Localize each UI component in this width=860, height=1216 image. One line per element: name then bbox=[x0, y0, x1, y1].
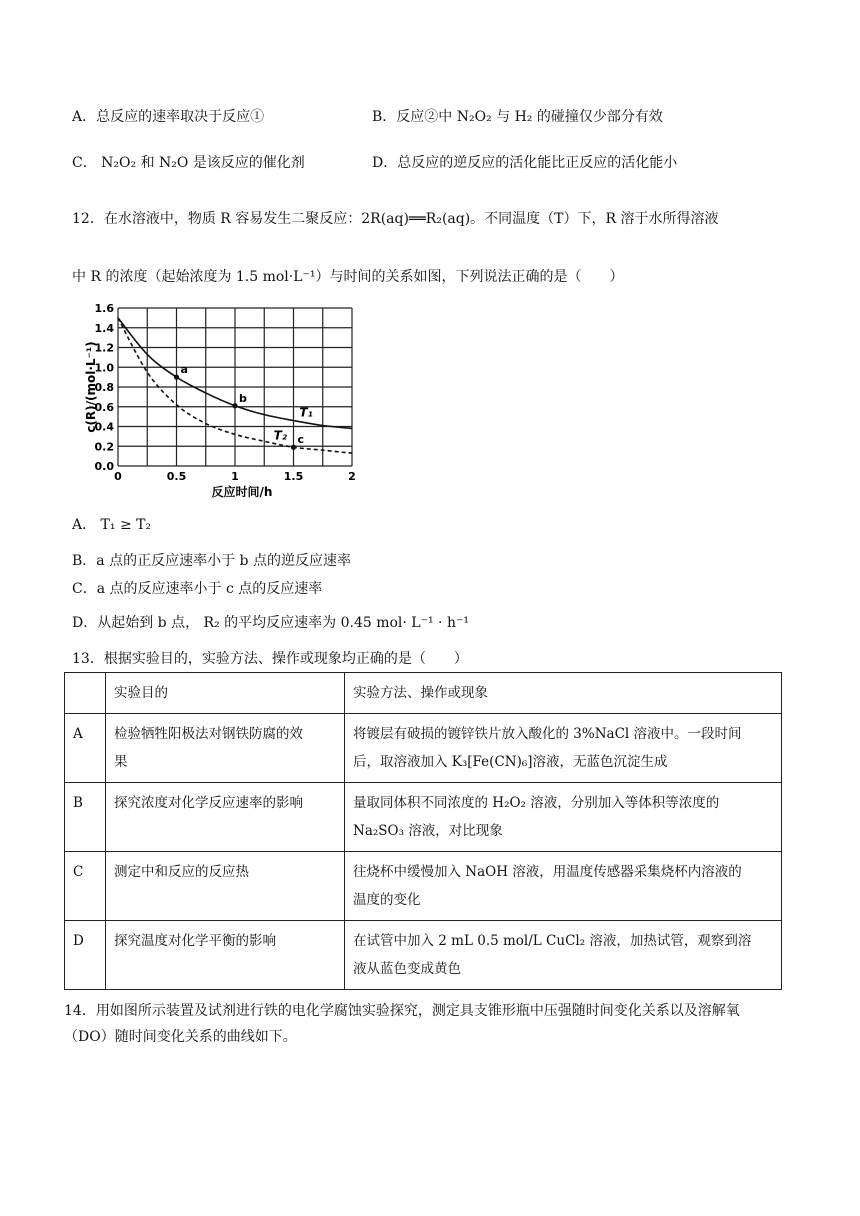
q11-option-c: C． N₂O₂ 和 N₂O 是该反应的催化剂 bbox=[72, 155, 305, 171]
row-purpose: 测定中和反应的反应热 bbox=[106, 852, 345, 921]
y-tick-label: 0.4 bbox=[94, 420, 114, 434]
y-tick-label: 1.0 bbox=[94, 361, 114, 375]
q12-stem-line1: 12．在水溶液中，物质 R 容易发生二聚反应：2R(aq)══R₂(aq)。不同温度（T）下，R 溶于水所得溶液 bbox=[72, 211, 719, 227]
point-label-c: c bbox=[297, 433, 305, 447]
q11-option-d: D．总反应的逆反应的活化能比正反应的活化能小 bbox=[372, 155, 678, 171]
row-method: 在试管中加入 2 mL 0.5 mol/L CuCl₂ 溶液，加热试管，观察到溶 液从蓝色变成黄色 bbox=[345, 921, 782, 990]
series-label-t2: T₂ bbox=[273, 428, 288, 443]
row-purpose: 探究浓度对化学反应速率的影响 bbox=[106, 783, 345, 852]
data-point-b bbox=[232, 403, 237, 408]
row-id: A bbox=[65, 714, 106, 783]
header-cell-method: 实验方法、操作或现象 bbox=[345, 673, 782, 714]
x-tick-label: 2 bbox=[348, 470, 356, 483]
point-label-b: b bbox=[239, 391, 247, 405]
q13-stem: 13．根据实验目的，实验方法、操作或现象均正确的是（ ） bbox=[72, 651, 468, 667]
row-purpose: 探究温度对化学平衡的影响 bbox=[106, 921, 345, 990]
experiment-table bbox=[64, 672, 782, 990]
q11-option-b: B．反应②中 N₂O₂ 与 H₂ 的碰撞仅少部分有效 bbox=[372, 109, 663, 125]
q12-stem-line2: 中 R 的浓度（起始浓度为 1.5 mol·L⁻¹）与时间的关系如图，下列说法正确的是（ ） bbox=[72, 269, 624, 285]
table-row bbox=[65, 714, 782, 783]
table-row bbox=[65, 921, 782, 990]
y-tick-label: 1.2 bbox=[94, 341, 114, 355]
row-id: D bbox=[65, 921, 106, 990]
y-tick-label: 0.6 bbox=[94, 400, 114, 414]
header-cell-purpose: 实验目的 bbox=[106, 673, 345, 714]
point-label-a: a bbox=[180, 363, 188, 377]
q12-option-d: D．从起始到 b 点， R₂ 的平均反应速率为 0.45 mol· L⁻¹ · h⁻¹ bbox=[72, 615, 469, 631]
x-axis-label: 反应时间/h bbox=[211, 485, 273, 499]
x-tick-label: 1.5 bbox=[283, 470, 304, 483]
concentration-time-chart bbox=[86, 294, 376, 504]
q12-option-c: C．a 点的反应速率小于 c 点的反应速率 bbox=[72, 581, 323, 597]
row-purpose: 检验牺牲阳极法对钢铁防腐的效 果 bbox=[106, 714, 345, 783]
x-tick-label: 0 bbox=[114, 470, 122, 483]
q12-option-a: A． T₁ ≥ T₂ bbox=[72, 517, 152, 533]
row-method: 将镀层有破损的镀锌铁片放入酸化的 3%NaCl 溶液中。一段时间 后，取溶液加入 K₃[Fe(CN)₆]溶液，无蓝色沉淀生成 bbox=[345, 714, 782, 783]
y-axis-label: c(R)/(mol·L⁻¹) bbox=[84, 341, 98, 433]
y-tick-label: 0.0 bbox=[94, 460, 114, 473]
y-tick-label: 0.8 bbox=[94, 381, 114, 394]
header-cell-blank bbox=[65, 673, 106, 714]
data-point-c bbox=[291, 445, 296, 450]
q14-stem-line2: （DO）随时间变化关系的曲线如下。 bbox=[64, 1029, 297, 1045]
q14-stem-line1: 14．用如图所示装置及试剂进行铁的电化学腐蚀实验探究，测定具支锥形瓶中压强随时间变化关系以及溶解氧 bbox=[64, 1003, 740, 1019]
y-tick-label: 1.6 bbox=[94, 302, 114, 315]
chart-grid bbox=[118, 308, 352, 466]
x-tick-label: 0.5 bbox=[166, 470, 187, 483]
row-method: 量取同体积不同浓度的 H₂O₂ 溶液，分别加入等体积等浓度的 Na₂SO₃ 溶液，对比现象 bbox=[345, 783, 782, 852]
row-id: B bbox=[65, 783, 106, 852]
chart-ticks bbox=[95, 302, 356, 483]
q12-option-b: B．a 点的正反应速率小于 b 点的逆反应速率 bbox=[72, 553, 351, 569]
series-label-t1: T₁ bbox=[299, 405, 313, 420]
y-tick-label: 0.2 bbox=[94, 440, 114, 454]
data-point-a bbox=[174, 375, 179, 380]
table-row bbox=[65, 852, 782, 921]
x-tick-label: 1 bbox=[231, 470, 239, 483]
y-tick-label: 1.4 bbox=[94, 321, 114, 335]
table-row bbox=[65, 783, 782, 852]
row-id: C bbox=[65, 852, 106, 921]
q11-option-a: A．总反应的速率取决于反应① bbox=[72, 109, 265, 125]
table-header-row bbox=[65, 673, 782, 714]
row-method: 往烧杯中缓慢加入 NaOH 溶液，用温度传感器采集烧杯内溶液的 温度的变化 bbox=[345, 852, 782, 921]
